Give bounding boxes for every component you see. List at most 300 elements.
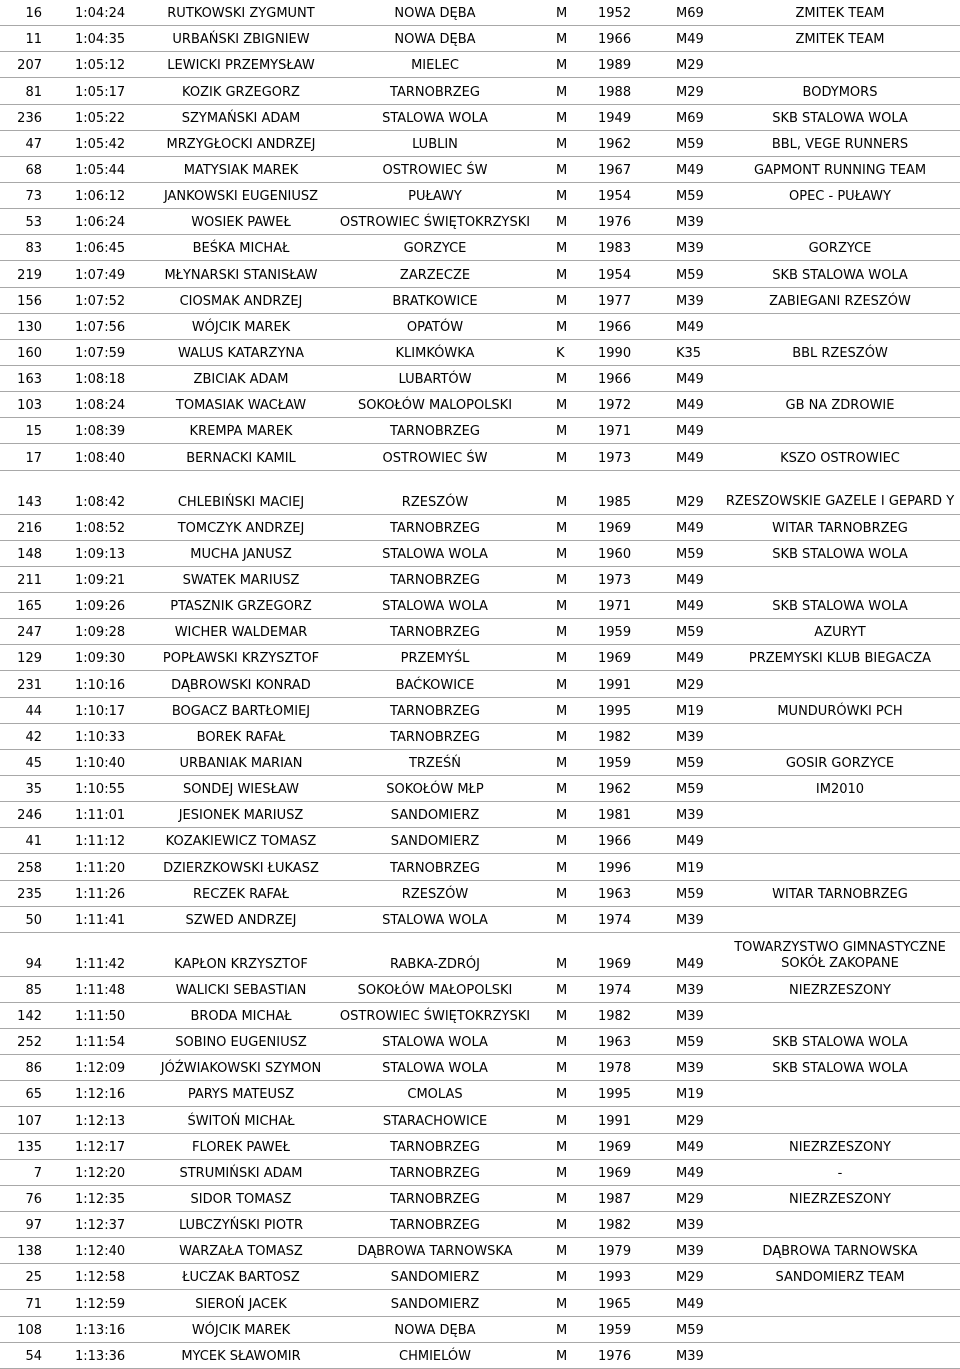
age-category: M59 [676, 625, 704, 641]
runner-city: OSTROWIEC ŚW [382, 162, 488, 178]
runner-city: STALOWA WOLA [382, 110, 488, 126]
finish-time: 1:05:42 [75, 136, 126, 152]
runner-city: TARNOBRZEG [390, 729, 480, 745]
birth-year: 1959 [598, 755, 632, 771]
runner-sex: M [556, 599, 568, 615]
runner-name: CIOSMAK ANDRZEJ [179, 293, 303, 309]
runner-name: URBAŃSKI ZBIGNIEW [172, 32, 310, 48]
start-number: 252 [17, 1035, 42, 1051]
runner-club [720, 1212, 960, 1237]
start-number: 219 [17, 267, 42, 283]
runner-sex: M [556, 450, 568, 466]
birth-year: 1973 [598, 572, 632, 588]
age-category: M59 [676, 886, 704, 902]
birth-year: 1974 [598, 982, 632, 998]
runner-sex: M [556, 293, 568, 309]
runner-name: TOMASIAK WACŁAW [175, 398, 307, 414]
runner-name: WALUS KATARZYNA [177, 345, 305, 361]
table-row [0, 1081, 960, 1107]
runner-name: POPŁAWSKI KRZYSZTOF [162, 651, 320, 667]
runner-sex: M [556, 651, 568, 667]
table-row [0, 26, 960, 52]
runner-name: ZBICIAK ADAM [193, 372, 289, 388]
runner-sex: M [556, 1035, 568, 1051]
start-number: 135 [17, 1139, 42, 1155]
birth-year: 1963 [598, 886, 632, 902]
runner-sex: M [556, 215, 568, 231]
table-row [0, 1029, 960, 1055]
birth-year: 1987 [598, 1192, 632, 1208]
birth-year: 1981 [598, 808, 632, 824]
finish-time: 1:11:12 [75, 834, 126, 850]
runner-city: TARNOBRZEG [390, 860, 480, 876]
table-row [0, 698, 960, 724]
start-number: 156 [17, 293, 42, 309]
age-category: M49 [676, 599, 704, 615]
runner-club [720, 1317, 960, 1342]
runner-city: LUBLIN [412, 136, 458, 152]
runner-club [720, 907, 960, 932]
runner-name: FLOREK PAWEŁ [192, 1139, 290, 1155]
runner-sex: M [556, 520, 568, 536]
runner-club: - [837, 1165, 843, 1181]
age-category: M19 [676, 860, 704, 876]
runner-sex: M [556, 372, 568, 388]
finish-time: 1:12:35 [75, 1192, 126, 1208]
table-row [0, 1317, 960, 1343]
runner-city: RZESZÓW [401, 886, 469, 902]
age-category: M29 [676, 1192, 704, 1208]
runner-city: TARNOBRZEG [390, 1218, 480, 1234]
runner-club [720, 1081, 960, 1106]
start-number: 17 [25, 450, 42, 466]
runner-club: ZMITEK TEAM [795, 6, 885, 22]
start-number: 25 [25, 1270, 42, 1286]
table-row [0, 52, 960, 78]
table-row [0, 802, 960, 828]
runner-name: KAPŁON KRZYSZTOF [174, 956, 308, 972]
runner-sex: M [556, 1192, 568, 1208]
table-row [0, 1186, 960, 1212]
runner-city: TARNOBRZEG [390, 1165, 480, 1181]
birth-year: 1954 [598, 267, 632, 283]
finish-time: 1:05:22 [75, 110, 126, 126]
runner-sex: M [556, 912, 568, 928]
age-category: M39 [676, 912, 704, 928]
runner-city: TARNOBRZEG [390, 520, 480, 536]
runner-name: WÓJCIK MAREK [191, 319, 291, 335]
table-row [0, 1212, 960, 1238]
start-number: 143 [17, 494, 42, 510]
runner-name: DĄBROWSKI KONRAD [171, 677, 311, 693]
table-row [0, 157, 960, 183]
table-row [0, 444, 960, 470]
runner-city: TARNOBRZEG [390, 703, 480, 719]
birth-year: 1990 [598, 345, 632, 361]
finish-time: 1:11:26 [75, 886, 126, 902]
age-category: M49 [676, 372, 704, 388]
start-number: 103 [17, 398, 42, 414]
start-number: 7 [33, 1165, 42, 1181]
runner-club [720, 1107, 960, 1132]
table-row [0, 261, 960, 287]
runner-sex: M [556, 1322, 568, 1338]
runner-name: WOSIEK PAWEŁ [191, 215, 291, 231]
finish-time: 1:11:48 [75, 982, 126, 998]
birth-year: 1966 [598, 32, 632, 48]
runner-sex: M [556, 677, 568, 693]
runner-sex: M [556, 572, 568, 588]
start-number: 94 [25, 956, 42, 972]
runner-club [720, 1003, 960, 1028]
finish-time: 1:10:33 [75, 729, 126, 745]
runner-name: SIDOR TOMASZ [190, 1192, 292, 1208]
start-number: 246 [17, 808, 42, 824]
runner-city: SOKOŁÓW MŁP [386, 782, 484, 798]
runner-name: KREMPA MAREK [189, 424, 293, 440]
finish-time: 1:06:12 [75, 189, 126, 205]
runner-club: GAPMONT RUNNING TEAM [753, 162, 927, 178]
runner-name: SOBINO EUGENIUSZ [175, 1035, 307, 1051]
runner-city: CMOLAS [407, 1087, 463, 1103]
runner-club: SKB STALOWA WOLA [772, 599, 908, 615]
finish-time: 1:11:54 [75, 1035, 126, 1051]
age-category: M19 [676, 703, 704, 719]
start-number: 16 [25, 6, 42, 22]
start-number: 53 [25, 215, 42, 231]
runner-club [720, 52, 960, 77]
birth-year: 1995 [598, 1087, 632, 1103]
table-row [0, 1003, 960, 1029]
start-number: 15 [25, 424, 42, 440]
age-category: M49 [676, 1296, 704, 1312]
finish-time: 1:05:44 [75, 162, 126, 178]
runner-name: BOREK RAFAŁ [196, 729, 286, 745]
runner-sex: M [556, 1087, 568, 1103]
age-category: M49 [676, 162, 704, 178]
runner-city: KLIMKÓWKA [395, 345, 475, 361]
runner-name: PTASZNIK GRZEGORZ [170, 599, 312, 615]
finish-time: 1:13:36 [75, 1348, 126, 1364]
runner-sex: M [556, 1165, 568, 1181]
runner-sex: M [556, 6, 568, 22]
runner-city: TARNOBRZEG [390, 625, 480, 641]
finish-time: 1:08:18 [75, 372, 126, 388]
runner-city: TRZEŚŃ [408, 755, 462, 771]
runner-club: WITAR TARNOBRZEG [772, 886, 908, 902]
age-category: M49 [676, 32, 704, 48]
table-row [0, 314, 960, 340]
runner-city: DĄBROWA TARNOWSKA [357, 1244, 513, 1260]
birth-year: 1996 [598, 860, 632, 876]
runner-sex: M [556, 808, 568, 824]
age-category: M39 [676, 729, 704, 745]
table-row [0, 392, 960, 418]
runner-name: DZIERZKOWSKI ŁUKASZ [163, 860, 319, 876]
runner-name: SONDEJ WIESŁAW [183, 782, 299, 798]
runner-club: NIEZRZESZONY [789, 982, 891, 998]
runner-sex: M [556, 32, 568, 48]
finish-time: 1:10:55 [75, 782, 126, 798]
finish-time: 1:12:40 [75, 1244, 126, 1260]
runner-city: RABKA-ZDRÓJ [390, 956, 480, 972]
runner-club: NIEZRZESZONY [789, 1192, 891, 1208]
runner-club: SKB STALOWA WOLA [772, 1061, 908, 1077]
start-number: 138 [17, 1244, 42, 1260]
table-row [0, 1238, 960, 1264]
birth-year: 1995 [598, 703, 632, 719]
table-row [0, 209, 960, 235]
birth-year: 1960 [598, 546, 632, 562]
runner-club: BBL RZESZÓW [792, 345, 888, 361]
birth-year: 1976 [598, 215, 632, 231]
runner-name: SZYMAŃSKI ADAM [181, 110, 301, 126]
runner-name: WICHER WALDEMAR [174, 625, 308, 641]
runner-name: SZWED ANDRZEJ [185, 912, 297, 928]
runner-sex: M [556, 546, 568, 562]
finish-time: 1:08:39 [75, 424, 126, 440]
age-category: M59 [676, 189, 704, 205]
runner-club: NIEZRZESZONY [789, 1139, 891, 1155]
start-number: 207 [17, 58, 42, 74]
start-number: 86 [25, 1061, 42, 1077]
age-category: M59 [676, 136, 704, 152]
table-row [0, 567, 960, 593]
birth-year: 1963 [598, 1035, 632, 1051]
birth-year: 1962 [598, 782, 632, 798]
table-row [0, 1343, 960, 1369]
finish-time: 1:04:35 [75, 32, 126, 48]
age-category: M29 [676, 677, 704, 693]
finish-time: 1:12:58 [75, 1270, 126, 1286]
age-category: M59 [676, 546, 704, 562]
age-category: M69 [676, 6, 704, 22]
finish-time: 1:11:20 [75, 860, 126, 876]
birth-year: 1985 [598, 494, 632, 510]
runner-club [720, 671, 960, 696]
birth-year: 1969 [598, 520, 632, 536]
finish-time: 1:05:12 [75, 58, 126, 74]
age-category: M49 [676, 834, 704, 850]
runner-sex: M [556, 110, 568, 126]
start-number: 142 [17, 1009, 42, 1025]
age-category: M49 [676, 319, 704, 335]
table-row [0, 828, 960, 854]
finish-time: 1:09:26 [75, 599, 126, 615]
runner-city: OPATÓW [406, 319, 464, 335]
age-category: M49 [676, 520, 704, 536]
age-category: M49 [676, 398, 704, 414]
age-category: M49 [676, 424, 704, 440]
birth-year: 1969 [598, 1165, 632, 1181]
runner-club: ZABIEGANI RZESZÓW [769, 293, 911, 309]
runner-city: BRATKOWICE [392, 293, 478, 309]
runner-city: BAĆKOWICE [395, 677, 475, 693]
birth-year: 1959 [598, 625, 632, 641]
table-row [0, 750, 960, 776]
runner-name: MŁYNARSKI STANISŁAW [164, 267, 318, 283]
age-category: M29 [676, 494, 704, 510]
runner-name: KOZIK GRZEGORZ [182, 84, 300, 100]
runner-city: SOKOŁÓW MAŁOPOLSKI [357, 982, 513, 998]
finish-time: 1:12:59 [75, 1296, 126, 1312]
age-category: M69 [676, 110, 704, 126]
runner-city: NOWA DĘBA [394, 32, 476, 48]
age-category: M59 [676, 1322, 704, 1338]
age-category: M29 [676, 58, 704, 74]
runner-name: BERNACKI KAMIL [186, 450, 296, 466]
start-number: 129 [17, 651, 42, 667]
runner-sex: M [556, 1061, 568, 1077]
start-number: 42 [25, 729, 42, 745]
table-row [0, 235, 960, 261]
runner-club: ZMITEK TEAM [795, 32, 885, 48]
finish-time: 1:07:49 [75, 267, 126, 283]
runner-club: RZESZOWSKIE GAZELE I GEPARD Y [725, 493, 955, 509]
start-number: 108 [17, 1322, 42, 1338]
runner-city: STALOWA WOLA [382, 1061, 488, 1077]
runner-name: LUBCZYŃSKI PIOTR [178, 1218, 304, 1234]
age-category: M59 [676, 755, 704, 771]
runner-city: SOKOŁÓW MALOPOLSKI [357, 398, 513, 414]
runner-club [720, 724, 960, 749]
table-row [0, 471, 960, 515]
runner-sex: M [556, 1218, 568, 1234]
runner-sex: M [556, 729, 568, 745]
table-row [0, 340, 960, 366]
age-category: M59 [676, 267, 704, 283]
runner-club: AZURYT [814, 625, 866, 641]
runner-club: WITAR TARNOBRZEG [772, 520, 908, 536]
runner-sex: M [556, 84, 568, 100]
runner-city: RZESZÓW [401, 494, 469, 510]
birth-year: 1969 [598, 651, 632, 667]
runner-name: PARYS MATEUSZ [187, 1087, 295, 1103]
birth-year: 1952 [598, 6, 632, 22]
table-row [0, 854, 960, 880]
finish-time: 1:12:09 [75, 1061, 126, 1077]
runner-club [720, 314, 960, 339]
age-category: M49 [676, 1165, 704, 1181]
runner-city: SANDOMIERZ [390, 808, 480, 824]
start-number: 163 [17, 372, 42, 388]
age-category: M39 [676, 982, 704, 998]
runner-sex: M [556, 703, 568, 719]
runner-club: PRZEMYSKI KLUB BIEGACZA [748, 651, 932, 667]
age-category: M49 [676, 450, 704, 466]
runner-sex: M [556, 1113, 568, 1129]
age-category: M39 [676, 1218, 704, 1234]
birth-year: 1965 [598, 1296, 632, 1312]
runner-club: GORZYCE [808, 241, 872, 257]
age-category: M59 [676, 782, 704, 798]
runner-name: LEWICKI PRZEMYSŁAW [167, 58, 315, 74]
runner-city: STALOWA WOLA [382, 912, 488, 928]
table-row [0, 418, 960, 444]
birth-year: 1966 [598, 372, 632, 388]
table-row [0, 131, 960, 157]
finish-time: 1:08:52 [75, 520, 126, 536]
runner-city: STARACHOWICE [382, 1113, 488, 1129]
runner-city: OSTROWIEC ŚW [382, 450, 488, 466]
finish-time: 1:09:21 [75, 572, 126, 588]
age-category: M49 [676, 956, 704, 972]
finish-time: 1:08:40 [75, 450, 126, 466]
runner-sex: M [556, 860, 568, 876]
runner-name: KOZAKIEWICZ TOMASZ [165, 834, 317, 850]
runner-sex: M [556, 625, 568, 641]
table-row [0, 515, 960, 541]
start-number: 235 [17, 886, 42, 902]
age-category: K35 [676, 345, 702, 361]
table-row [0, 619, 960, 645]
start-number: 11 [25, 32, 42, 48]
birth-year: 1974 [598, 912, 632, 928]
table-row [0, 907, 960, 933]
start-number: 76 [25, 1192, 42, 1208]
finish-time: 1:10:16 [75, 677, 126, 693]
finish-time: 1:04:24 [75, 6, 126, 22]
table-row [0, 1107, 960, 1133]
finish-time: 1:11:50 [75, 1009, 126, 1025]
finish-time: 1:12:37 [75, 1218, 126, 1234]
runner-club: BODYMORS [802, 84, 878, 100]
runner-sex: M [556, 956, 568, 972]
table-row [0, 1160, 960, 1186]
birth-year: 1978 [598, 1061, 632, 1077]
runner-city: OSTROWIEC ŚWIĘTOKRZYSKI [339, 1009, 531, 1025]
finish-time: 1:07:52 [75, 293, 126, 309]
finish-time: 1:08:42 [75, 494, 126, 510]
birth-year: 1989 [598, 58, 632, 74]
start-number: 83 [25, 241, 42, 257]
finish-time: 1:08:24 [75, 398, 126, 414]
start-number: 81 [25, 84, 42, 100]
runner-name: JÓŹWIAKOWSKI SZYMON [160, 1061, 322, 1077]
runner-club [720, 828, 960, 853]
runner-sex: M [556, 1009, 568, 1025]
runner-name: BEŚKA MICHAŁ [192, 241, 290, 257]
runner-sex: M [556, 1244, 568, 1260]
age-category: M29 [676, 1113, 704, 1129]
table-row [0, 105, 960, 131]
table-row [0, 776, 960, 802]
birth-year: 1971 [598, 599, 632, 615]
runner-club: OPEC - PUŁAWY [789, 189, 891, 205]
runner-city: NOWA DĘBA [394, 1322, 476, 1338]
birth-year: 1983 [598, 241, 632, 257]
finish-time: 1:11:42 [75, 956, 126, 972]
runner-sex: K [556, 345, 565, 361]
runner-city: STALOWA WOLA [382, 599, 488, 615]
runner-club [720, 1290, 960, 1315]
start-number: 258 [17, 860, 42, 876]
start-number: 50 [25, 912, 42, 928]
runner-name: RUTKOWSKI ZYGMUNT [167, 6, 315, 22]
runner-sex: M [556, 886, 568, 902]
runner-name: WÓJCIK MAREK [191, 1322, 291, 1338]
runner-club [720, 802, 960, 827]
runner-name: MUCHA JANUSZ [190, 546, 292, 562]
runner-name: BRODA MICHAŁ [190, 1009, 292, 1025]
runner-name: ŁUCZAK BARTOSZ [182, 1270, 300, 1286]
runner-sex: M [556, 782, 568, 798]
runner-name: JANKOWSKI EUGENIUSZ [163, 189, 319, 205]
table-row [0, 366, 960, 392]
birth-year: 1982 [598, 729, 632, 745]
finish-time: 1:09:30 [75, 651, 126, 667]
runner-sex: M [556, 241, 568, 257]
